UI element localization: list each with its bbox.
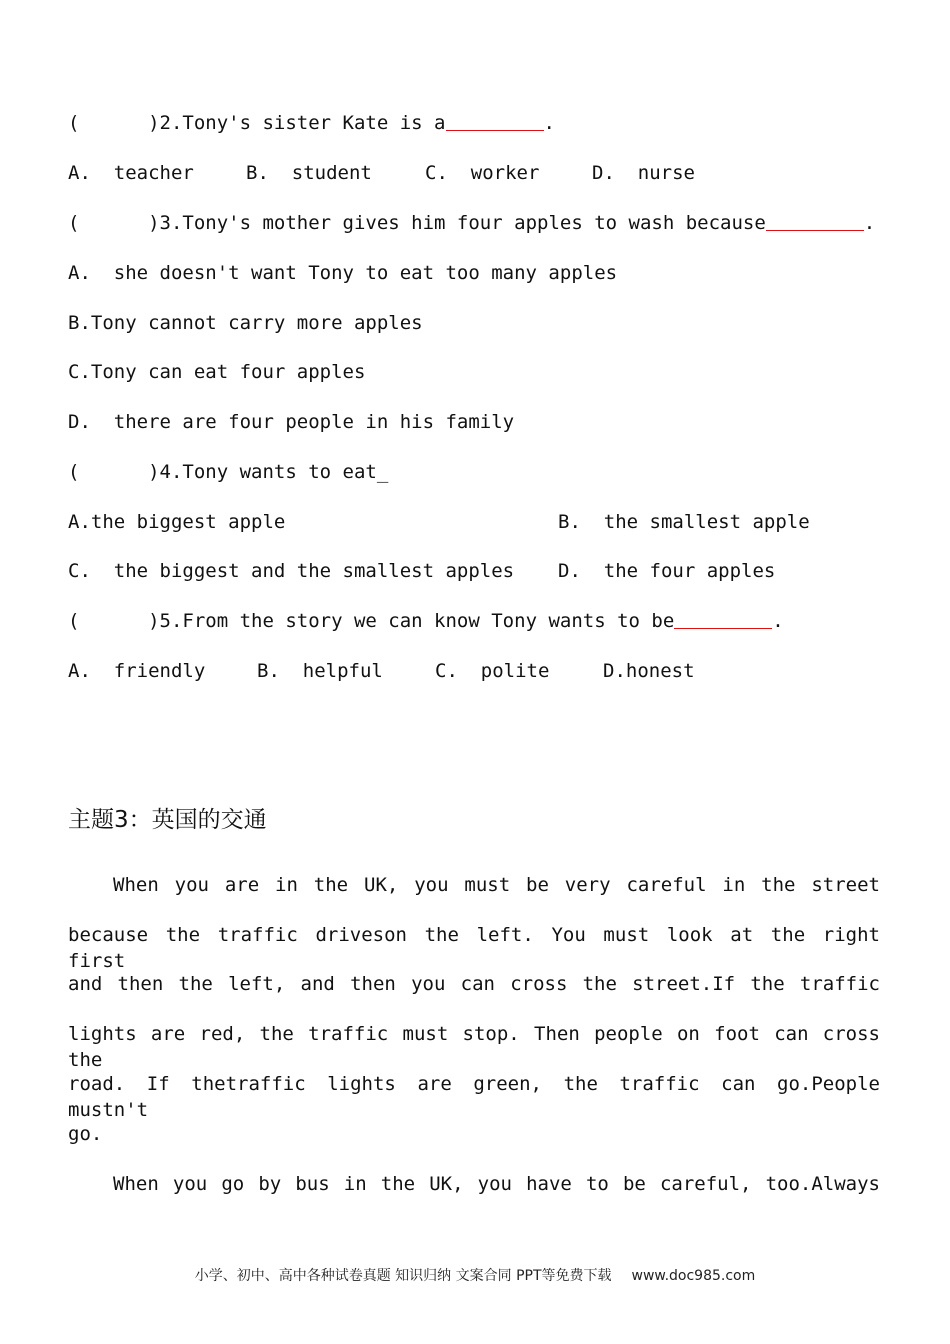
option-a: A.the biggest apple — [68, 511, 286, 533]
page-footer — [0, 1265, 950, 1285]
answer-paren: ( ) — [68, 461, 160, 483]
option-c: C.Tony can eat four apples — [68, 361, 366, 383]
question-stem: 3.Tony's mother gives him four apples to wash because — [159, 212, 766, 234]
question-end: . — [543, 112, 555, 134]
answer-blank[interactable] — [766, 212, 864, 231]
option-b: B. the smallest apple — [558, 511, 810, 533]
topic-heading: 主题3：英国的交通 — [68, 807, 267, 833]
question-4 — [68, 459, 388, 485]
passage-line: When you go by bus in the UK, you have to be careful, too.Always — [113, 1173, 880, 1195]
question-end: . — [863, 212, 876, 234]
passage-line: lights are red, the traffic must stop. Then people on foot can cross the — [68, 1023, 880, 1071]
answer-paren: ( ) — [68, 212, 160, 234]
option-a: A. friendly — [68, 660, 206, 682]
passage-line: because the traffic driveson the left. You must look at the right first — [68, 924, 880, 972]
answer-paren: ( ) — [68, 112, 160, 134]
question-stem: 4.Tony wants to eat_ — [159, 461, 389, 483]
option-b: B. student — [246, 162, 372, 184]
passage-line: go. — [68, 1123, 103, 1145]
passage-line: When you are in the UK, you must be very careful in the street — [113, 874, 880, 896]
option-a: A. teacher — [68, 162, 194, 184]
question-2 — [68, 110, 555, 136]
passage-line: and then the left, and then you can cross the street.If the traffic — [68, 973, 880, 995]
question-end: . — [772, 610, 784, 632]
footer-text: 小学、初中、高中各种试卷真题 知识归纳 文案合同 PPT等免费下载 — [194, 1268, 612, 1284]
option-c: C. the biggest and the smallest apples — [68, 560, 515, 582]
option-c: C. worker — [425, 162, 540, 184]
question-stem: 5.From the story we can know Tony wants to be — [159, 610, 675, 632]
option-b: B. helpful — [257, 660, 383, 682]
passage-line: road. If thetraffic lights are green, the traffic can go.People mustn't — [68, 1073, 880, 1121]
option-d: D. there are four people in his family — [68, 411, 515, 433]
answer-blank[interactable] — [446, 112, 544, 131]
answer-paren: ( ) — [68, 610, 160, 632]
option-b: B.Tony cannot carry more apples — [68, 312, 423, 334]
option-d: D.honest — [603, 660, 695, 682]
option-a: A. she doesn't want Tony to eat too many apples — [68, 262, 618, 284]
question-stem: 2.Tony's sister Kate is a — [159, 112, 446, 134]
option-c: C. polite — [435, 660, 550, 682]
option-d: D. the four apples — [558, 560, 776, 582]
question-5 — [68, 608, 784, 634]
answer-blank[interactable] — [674, 610, 772, 629]
option-d: D. nurse — [592, 162, 695, 184]
footer-link[interactable]: www.doc985.com — [631, 1268, 756, 1284]
question-3 — [68, 210, 875, 236]
